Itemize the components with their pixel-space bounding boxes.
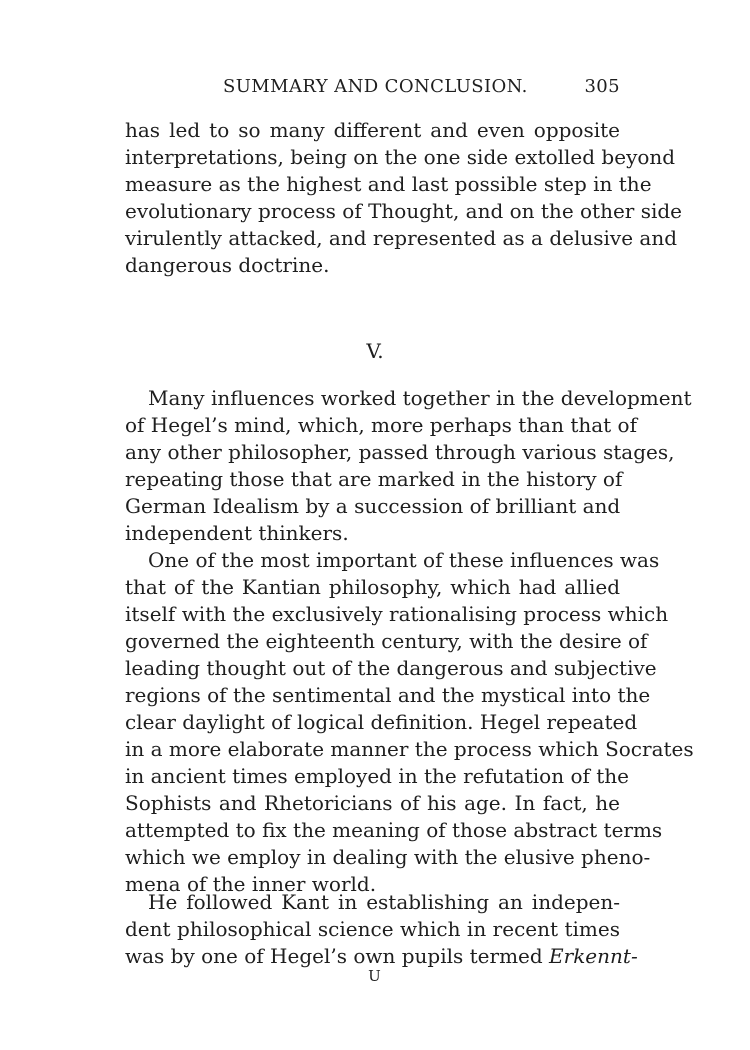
text-line: leading thought out of the dangerous and subjective <box>125 656 657 680</box>
section-heading <box>0 339 750 363</box>
text-segment: was by one of Hegel’s own pupils termed <box>125 944 543 968</box>
text-line: dangerous doctrine. <box>125 253 330 277</box>
text-line: regions of the sentimental and the mystical into the <box>125 683 651 707</box>
text-line: itself with the exclusively rationalising process which <box>125 602 669 626</box>
text-line: interpretations, being on the one side extolled beyond <box>125 145 676 169</box>
text-line: evolutionary process of Thought, and on the other side <box>125 199 683 223</box>
text-line: dent philosophical science which in recent times <box>125 917 620 941</box>
text-line: independent thinkers. <box>125 521 349 545</box>
text-line: in ancient times employed in the refutation of the <box>125 764 629 788</box>
text-line: which we employ in dealing with the elusive pheno- <box>125 845 651 869</box>
text-line: that of the Kantian philosophy, which had allied <box>125 575 620 599</box>
text-line: He followed Kant in establishing an indepen- <box>148 890 620 914</box>
text-line: repeating those that are marked in the history of <box>125 467 623 491</box>
text-line: mena of the inner world. <box>125 872 377 896</box>
signature-mark: U <box>368 967 382 985</box>
text-line: in a more elaborate manner the process which Socrates <box>125 737 694 761</box>
italic-term: Erkennt- <box>549 944 638 968</box>
text-line: of Hegel’s mind, which, more perhaps than that of <box>125 413 637 437</box>
text-line: virulently attacked, and represented as a delusive and <box>125 226 678 250</box>
text-line-with-italic <box>125 943 638 970</box>
text-line: Sophists and Rhetoricians of his age. In fact, he <box>125 791 620 815</box>
running-head <box>125 76 620 100</box>
text-line: measure as the highest and last possible step in the <box>125 172 652 196</box>
text-line: any other philosopher, passed through various stages, <box>125 440 675 464</box>
text-line: attempted to fix the meaning of those abstract terms <box>125 818 663 842</box>
page-number: 305 <box>584 76 620 97</box>
text-line: clear daylight of logical definition. Hegel repeated <box>125 710 638 734</box>
running-head-title: SUMMARY AND CONCLUSION. <box>223 76 528 97</box>
section-number: V. <box>366 339 384 363</box>
text-line: One of the most important of these influences was <box>148 548 660 572</box>
text-line: governed the eighteenth century, with the desire of <box>125 629 648 653</box>
text-line: has led to so many different and even opposite <box>125 118 620 142</box>
text-line: German Idealism by a succession of brilliant and <box>125 494 621 518</box>
text-line: Many influences worked together in the development <box>148 386 692 410</box>
